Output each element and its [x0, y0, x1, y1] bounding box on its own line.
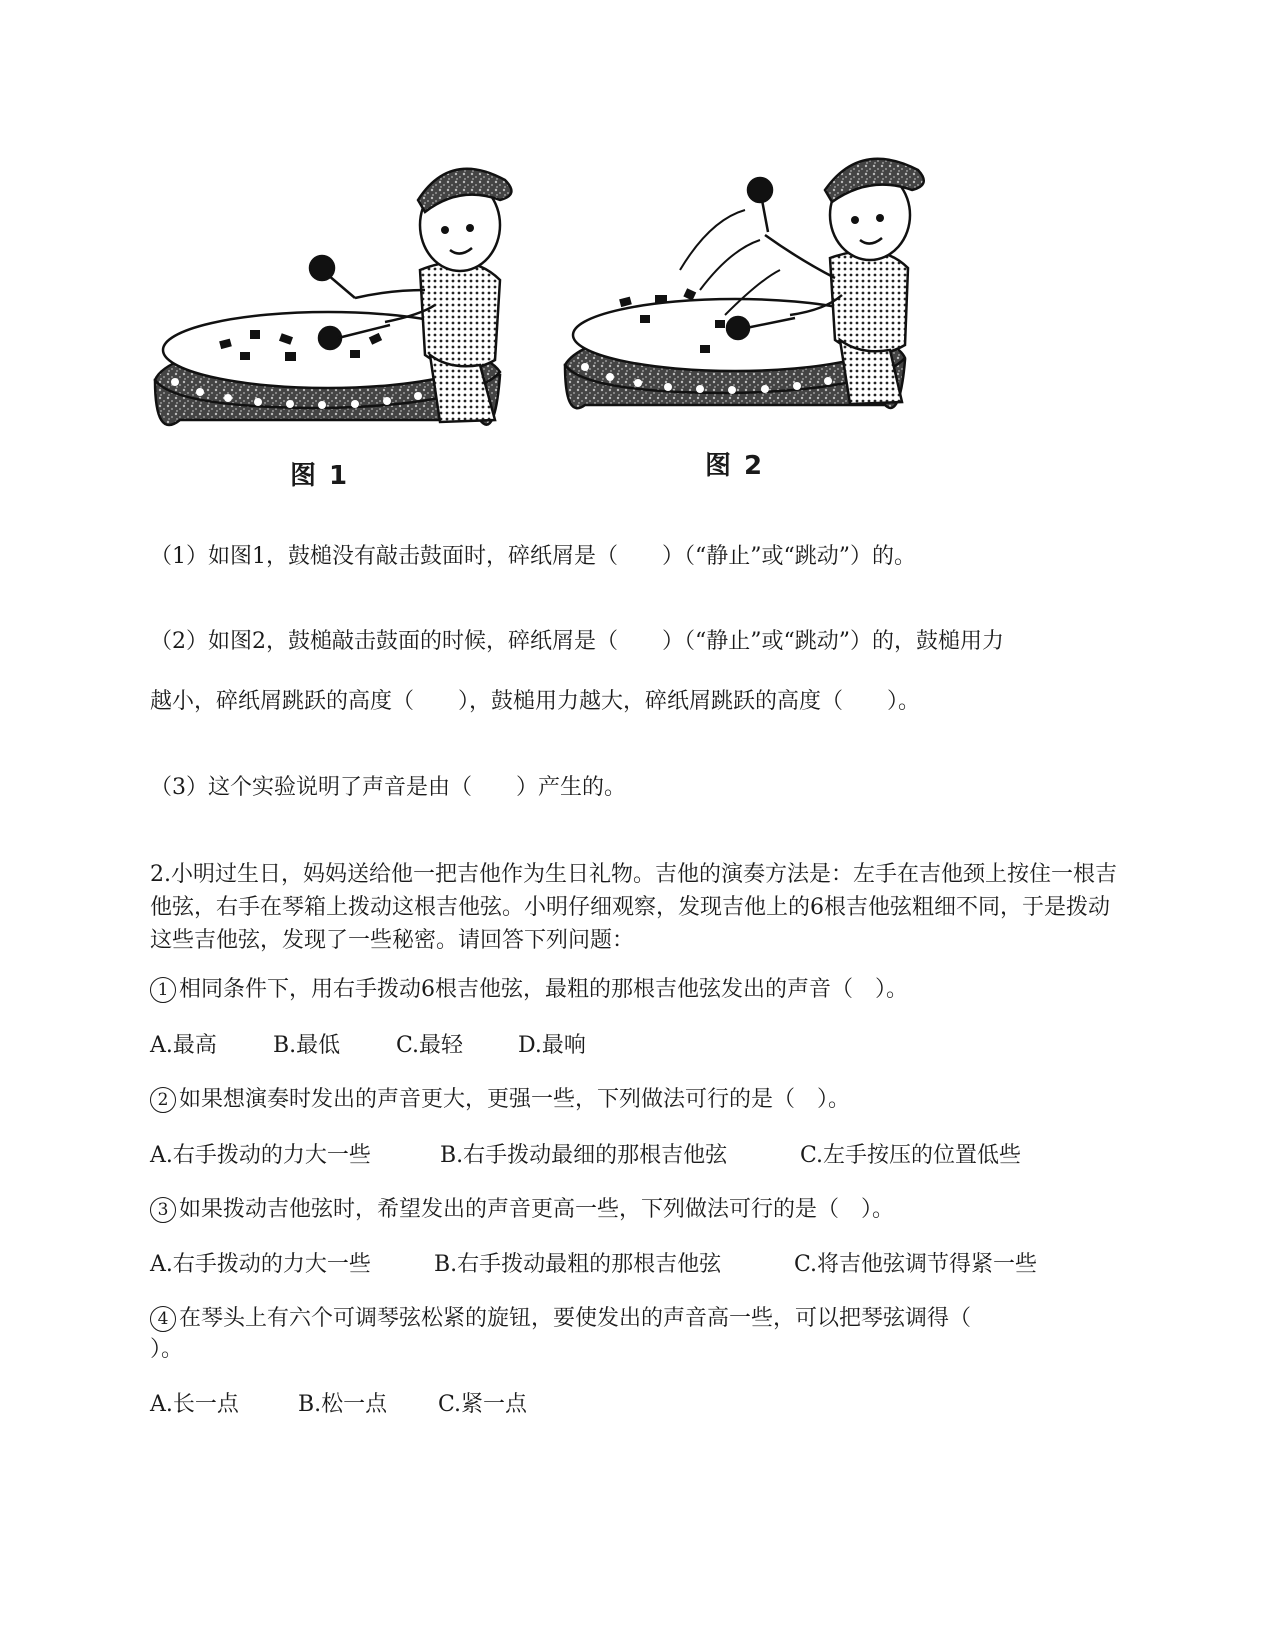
option-b: B.松一点: [298, 1392, 388, 1417]
circled-number: 4: [150, 1306, 176, 1332]
question-text: 如果拨动吉他弦时，希望发出的声音更高一些，下列做法可行的是（ ）。: [179, 1197, 895, 1222]
question-text: 如果想演奏时发出的声音更大，更强一些，下列做法可行的是（ ）。: [179, 1087, 851, 1112]
option-c: C.最轻: [396, 1033, 464, 1058]
drum-illustration: [150, 140, 950, 520]
figure-2-illustration: [565, 159, 924, 408]
circled-number: 1: [150, 977, 176, 1003]
option-b: B.右手拨动最细的那根吉他弦: [440, 1143, 728, 1168]
circled-number: 3: [150, 1197, 176, 1223]
question-2-3: [150, 1194, 894, 1226]
option-b: B.最低: [273, 1033, 341, 1058]
question-2-3-options: [150, 1249, 1037, 1281]
question-2-4-options: [150, 1389, 527, 1421]
question-text: 相同条件下，用右手拨动6根吉他弦，最粗的那根吉他弦发出的声音（ ）。: [179, 977, 908, 1002]
drum-figures: [150, 140, 950, 520]
question-text: 在琴头上有六个可调琴弦松紧的旋钮，要使发出的声音高一些，可以把琴弦调得（: [179, 1306, 972, 1331]
option-a: A.最高: [150, 1033, 217, 1058]
option-b: B.右手拨动最粗的那根吉他弦: [434, 1252, 722, 1277]
option-a: A.右手拨动的力大一些: [150, 1252, 371, 1277]
question-2-4-line1: [150, 1303, 971, 1335]
option-c: C.左手按压的位置低些: [800, 1143, 1022, 1168]
question-1-2-line1: （2）如图2，鼓槌敲击鼓面的时候，碎纸屑是（ ）（“静止”或“跳动”）的，鼓槌用力: [150, 629, 1004, 654]
question-2-1: [150, 974, 908, 1006]
option-c: C.将吉他弦调节得紧一些: [794, 1252, 1038, 1277]
question-2-intro: 2.小明过生日，妈妈送给他一把吉他作为生日礼物。吉他的演奏方法是：左手在吉他颈上按住一根吉他弦，右手在琴箱上拨动这根吉他弦。小明仔细观察，发现吉他上的6根吉他弦粗细不同，于是拨动这些吉他弦，发现了一些秘密。请回答下列问题：: [150, 862, 1117, 953]
circled-number: 2: [150, 1087, 176, 1113]
option-d: D.最响: [518, 1033, 586, 1058]
question-2-2-options: [150, 1140, 1021, 1172]
option-c: C.紧一点: [438, 1392, 528, 1417]
option-a: A.长一点: [150, 1392, 239, 1417]
figure-1-caption: 图 1: [290, 461, 350, 491]
question-1-1: （1）如图1，鼓槌没有敲击鼓面时，碎纸屑是（ ）（“静止”或“跳动”）的。: [150, 544, 916, 569]
option-a: A.右手拨动的力大一些: [150, 1143, 371, 1168]
figure-1-illustration: [155, 169, 511, 425]
figure-2-caption: 图 2: [705, 451, 765, 481]
question-1-2-line2: 越小，碎纸屑跳跃的高度（ ），鼓槌用力越大，碎纸屑跳跃的高度（ ）。: [150, 689, 921, 714]
question-1-3: （3）这个实验说明了声音是由（ ）产生的。: [150, 775, 626, 800]
question-2-4-line2: ）。: [150, 1337, 184, 1362]
question-2-2: [150, 1084, 850, 1116]
question-2-1-options: [150, 1030, 586, 1062]
